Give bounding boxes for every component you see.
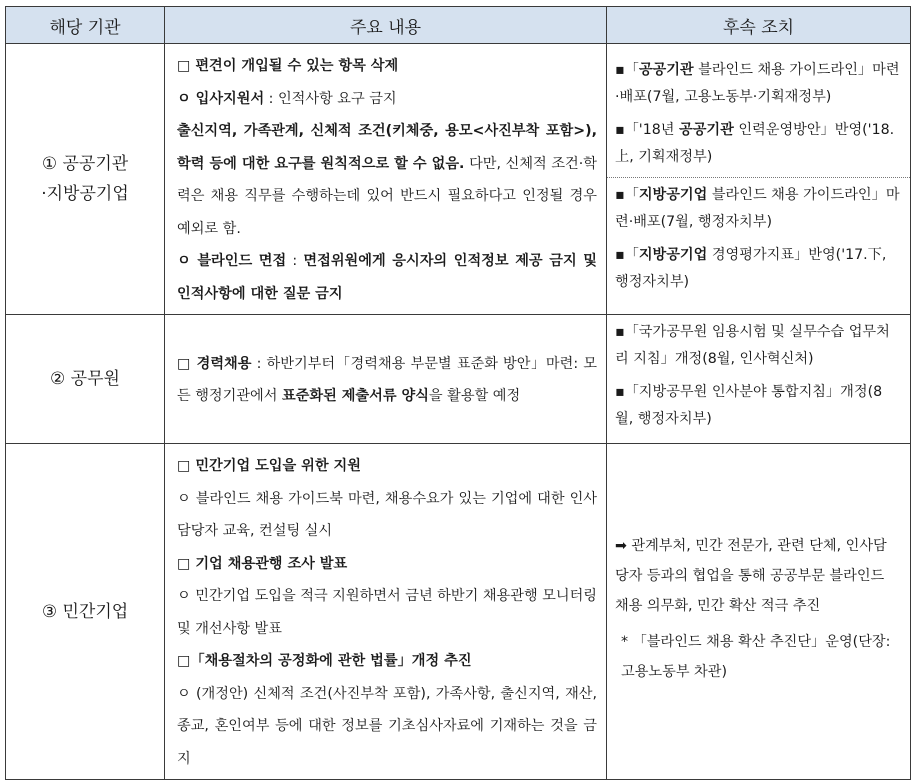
followup-item bbox=[615, 57, 900, 111]
content-item: ㅇ 민간기업 도입을 적극 지원하면서 금년 하반기 채용관행 모니터링 및 개선사항 발표 bbox=[177, 588, 597, 637]
table-row bbox=[6, 44, 911, 315]
header-followup: 후속 조치 bbox=[607, 7, 911, 44]
content-cell bbox=[165, 444, 607, 780]
followup-item bbox=[615, 117, 900, 171]
agency-cell bbox=[6, 44, 165, 315]
followup-item: ➡ 관계부처, 민간 전문가, 관련 단체, 인사담당자 등과의 협업을 통해 공공부문 블라인드 채용 의무화, 민간 확산 적극 추진 bbox=[615, 537, 887, 614]
content-cell bbox=[165, 315, 607, 444]
content-cell bbox=[165, 44, 607, 315]
followup-text: 인력운영방안」반영('18.上, 기획재정부) bbox=[615, 121, 895, 165]
agency-name: ③ 민간기업 bbox=[41, 601, 129, 622]
followup-text: ▪「'18년 bbox=[615, 121, 679, 138]
header-content: 주요 내용 bbox=[165, 7, 607, 44]
content-text: 면접위원에게 응시자의 인적정보 제공 금지 및 인적사항에 대한 질문 금지 bbox=[177, 253, 597, 302]
followup-cell bbox=[607, 315, 911, 444]
agency-name: ·지방공기업 bbox=[41, 184, 129, 204]
content-item bbox=[177, 245, 597, 310]
content-label: □ 경력채용 bbox=[177, 355, 252, 372]
followup-text: ▪「 bbox=[615, 246, 639, 263]
divider bbox=[607, 177, 910, 178]
table-row bbox=[6, 315, 911, 444]
content-item: ㅇ (개정안) 신체적 조건(사진부착 포함), 가족사항, 출신지역, 재산, 종교, 혼인여부 등에 대한 정보를 기초심사자료에 기재하는 것을 금지 bbox=[177, 685, 597, 767]
followup-bold: 공공기관 bbox=[678, 121, 734, 138]
followup-item: ▪「지방공무원 인사분야 통합지침」개정(8월, 행정자치부) bbox=[615, 384, 883, 427]
content-heading: □ 기업 채용관행 조사 발표 bbox=[177, 555, 348, 572]
header-agency: 해당 기관 bbox=[6, 7, 165, 44]
content-text: 표준화된 제출서류 양식 bbox=[281, 388, 429, 404]
followup-cell bbox=[607, 444, 911, 780]
followup-item bbox=[615, 242, 900, 296]
content-heading: □「채용절차의 공정화에 관한 법률」개정 추진 bbox=[177, 653, 472, 669]
content-item bbox=[177, 115, 597, 245]
agency-name: ① 공공기관 bbox=[41, 154, 129, 174]
followup-text: 블라인드 채용 가이드라인」마련·배포(7월, 고용노동부·기획재정부) bbox=[615, 61, 900, 105]
content-item bbox=[177, 83, 597, 116]
followup-bold: 지방공기업 bbox=[638, 246, 708, 263]
header-row bbox=[6, 7, 911, 44]
policy-table bbox=[5, 6, 911, 780]
followup-item: * 「블라인드 채용 확산 추진단」운영(단장: 고용노동부 차관) bbox=[621, 633, 891, 680]
followup-text: ▪「 bbox=[615, 186, 639, 203]
content-text: 을 활용할 예정 bbox=[428, 388, 521, 404]
content-text: : 인적사항 요구 금지 bbox=[264, 90, 397, 107]
content-item: ㅇ 블라인드 채용 가이드북 마련, 채용수요가 있는 기업에 대한 인사담당자 교육, 컨설팅 실시 bbox=[177, 490, 597, 539]
content-text: : bbox=[286, 253, 304, 269]
followup-text: 경영평가지표」반영('17.下, 행정자치부) bbox=[615, 246, 887, 290]
followup-cell bbox=[607, 44, 911, 315]
agency-cell bbox=[6, 315, 165, 444]
followup-text: ▪「 bbox=[615, 61, 639, 78]
table-row bbox=[6, 444, 911, 780]
content-label: ㅇ 블라인드 면접 bbox=[177, 253, 287, 269]
followup-item: ▪「국가공무원 임용시험 및 실무수습 업무처리 지침」개정(8월, 인사혁신처) bbox=[615, 324, 890, 367]
agency-cell bbox=[6, 444, 165, 780]
followup-bold: 지방공기업 bbox=[638, 186, 708, 203]
content-label: ㅇ 입사지원서 bbox=[177, 90, 265, 107]
agency-name: ② 공무원 bbox=[50, 369, 120, 389]
followup-bold: 공공기관 bbox=[638, 61, 694, 78]
content-text: : 하반기부터「경력채용 부문별 표준화 방안」마련: 모든 행정기관에서 bbox=[177, 355, 597, 404]
followup-item bbox=[615, 182, 900, 236]
followup-text: 블라인드 채용 가이드라인」마련·배포(7월, 행정자치부) bbox=[615, 186, 900, 230]
content-item bbox=[177, 348, 597, 413]
content-heading: □ 민간기업 도입을 위한 지원 bbox=[177, 458, 361, 474]
content-text: 다만, 신체적 조건·학력은 채용 직무를 수행하는데 있어 반드시 필요하다고 인정될 경우 예외로 함. bbox=[177, 155, 597, 237]
content-heading: □ 편견이 개입될 수 있는 항목 삭제 bbox=[177, 58, 399, 74]
content-label: 출신지역, 가족관계, 신체적 조건(키체중, 용모<사진부착 포함>), 학력 등에 대한 요구를 원칙적으로 할 수 없음. bbox=[177, 123, 597, 172]
